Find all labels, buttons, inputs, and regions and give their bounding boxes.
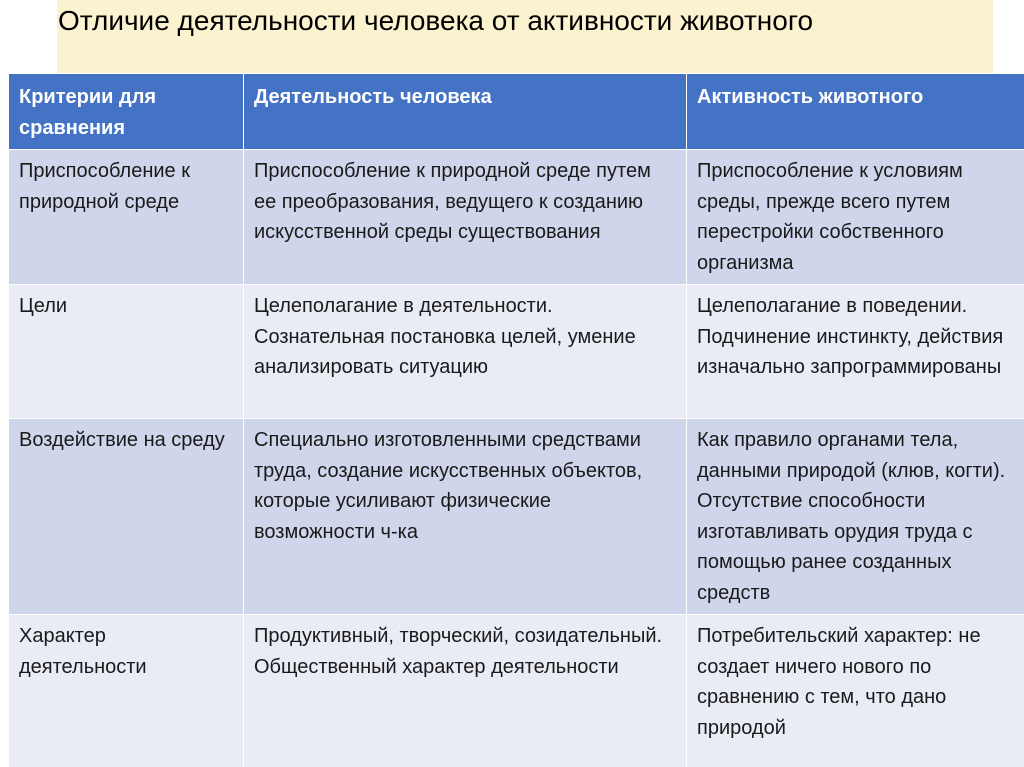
table-row [9,419,1024,615]
cell-human: Приспособление к природной среде путем ее преобразования, ведущего к созданию искусственной среды существования [244,150,687,285]
table-row [9,150,1024,285]
comparison-table [8,73,1024,767]
cell-animal: Как правило органами тела, данными природой (клюв, когти). Отсутствие способности изготавливать орудия труда с помощью ранее созданных средств [687,419,1024,615]
header-human-activity: Деятельность человека [244,74,687,150]
cell-human: Специально изготовленными средствами труда, создание искусственных объектов, которые усиливают физические возможности ч-ка [244,419,687,615]
slide-title: Отличие деятельности человека от активности животного [58,5,814,36]
cell-criterion: Воздействие на среду [9,419,244,615]
header-criteria: Критерии для сравнения [9,74,244,150]
cell-criterion: Приспособление к природной среде [9,150,244,285]
cell-human: Продуктивный, творческий, созидательный. Общественный характер деятельности [244,615,687,767]
table-row [9,285,1024,419]
table-row [9,615,1024,767]
cell-animal: Приспособление к условиям среды, прежде всего путем перестройки собственного организма [687,150,1024,285]
cell-criterion: Характер деятельности [9,615,244,767]
cell-animal: Потребительский характер: не создает ничего нового по сравнению с тем, что дано природой [687,615,1024,767]
header-animal-activity: Активность животного [687,74,1024,150]
cell-animal: Целеполагание в поведении. Подчинение инстинкту, действия изначально запрограммированы [687,285,1024,419]
table-header-row [9,74,1024,150]
cell-criterion: Цели [9,285,244,419]
cell-human: Целеполагание в деятельности. Сознательная постановка целей, умение анализировать ситуацию [244,285,687,419]
